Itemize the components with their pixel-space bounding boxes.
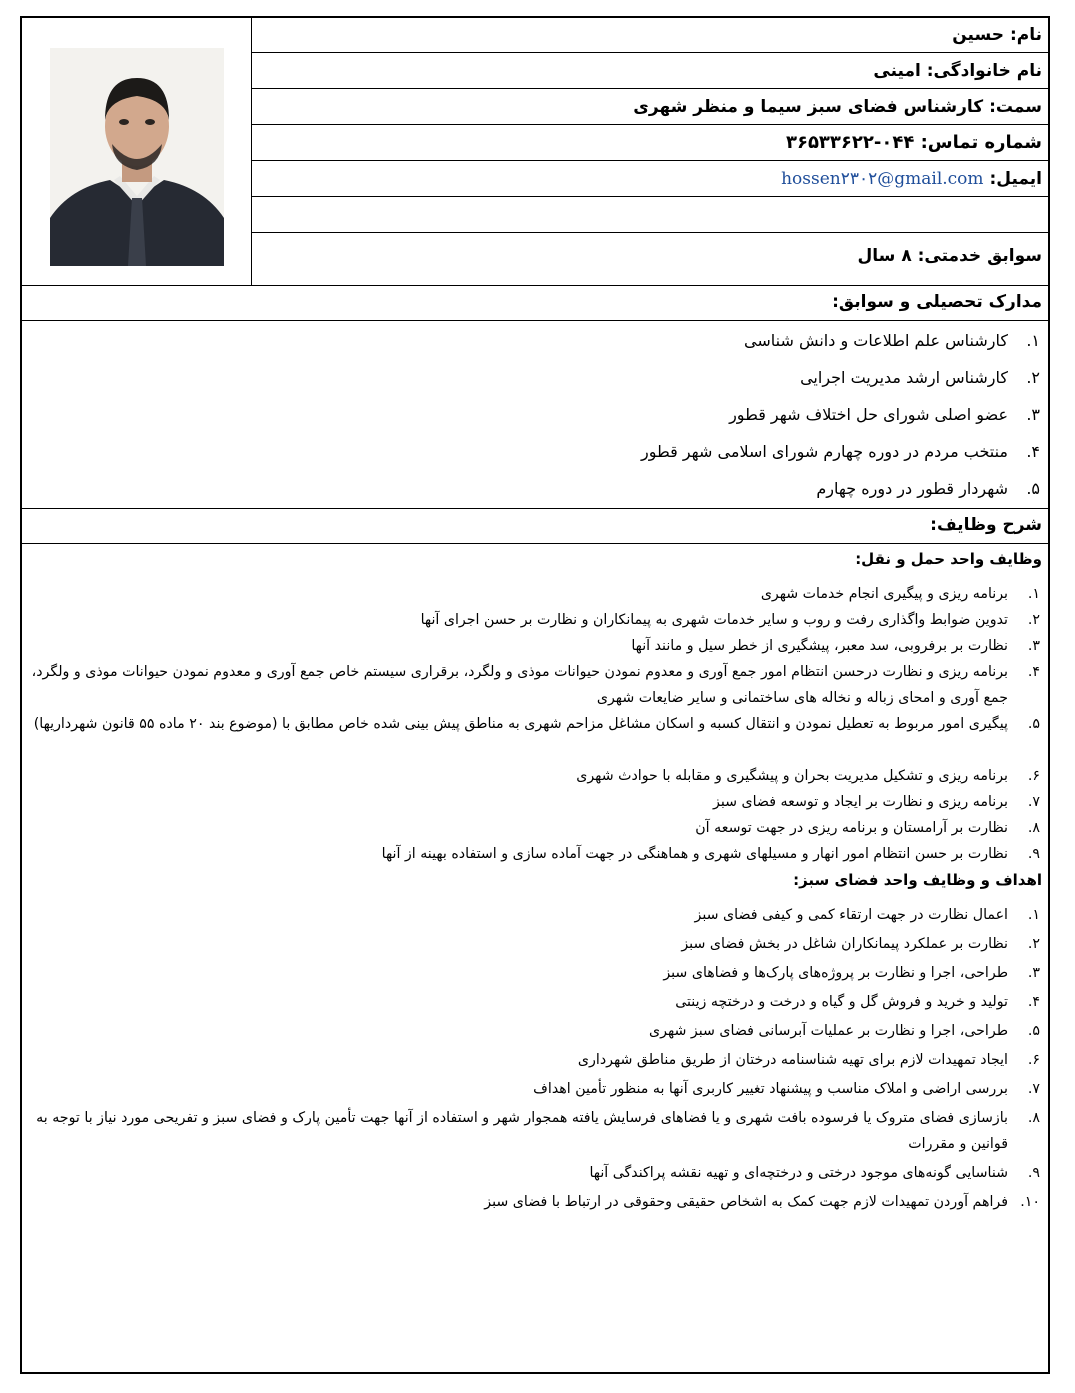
list-item [24, 1047, 1048, 1073]
item-number: ۴. [1027, 664, 1040, 680]
green-title: اهداف و وظایف واحد فضای سبز: [793, 871, 1042, 889]
row-divider [251, 232, 1048, 233]
person-photo-icon [50, 48, 224, 266]
item-number: ۳. [1027, 638, 1040, 654]
item-text: نظارت بر برفروبی، سد معبر، پیشگیری از خطر سیل و مانند آنها [631, 638, 1008, 654]
item-number: ۱۰. [1020, 1194, 1040, 1210]
list-item [24, 763, 1048, 789]
row-divider [251, 88, 1048, 89]
item-number: ۱. [1027, 907, 1040, 923]
list-item [24, 581, 1048, 607]
item-number: ۸. [1027, 820, 1040, 836]
phone-label: شماره تماس: [920, 132, 1042, 153]
list-item [24, 711, 1048, 737]
name-label: نام: [1009, 25, 1042, 45]
list-item [24, 789, 1048, 815]
list-item [24, 1105, 1048, 1157]
service-label: سوابق خدمتی: [917, 246, 1042, 266]
item-text: پیگیری امور مربوط به تعطیل نمودن و انتقال کسبه و اسکان مشاغل مزاحم شهری به مناطق پیش بینی شده خاص مطابق با (موضوع بند ۲۰ ماده ۵۵ قانون شهرداریها) [33, 716, 1008, 732]
list-item [24, 437, 1048, 466]
education-title: مدارک تحصیلی و سوابق: [832, 292, 1042, 312]
item-text: کارشناس علم اطلاعات و دانش شناسی [744, 331, 1008, 350]
transport-title: وظایف واحد حمل و نقل: [855, 550, 1042, 568]
item-number: ۶. [1027, 768, 1040, 784]
list-item [24, 815, 1048, 841]
item-number: ۴. [1026, 442, 1040, 461]
item-number: ۳. [1027, 965, 1040, 981]
list-item [24, 474, 1048, 503]
item-text: تولید و خرید و فروش گل و گیاه و درخت و درختچه زینتی [675, 994, 1008, 1010]
row-divider [22, 543, 1048, 544]
item-text: برنامه ریزی و نظارت بر ایجاد و توسعه فضای سبز [713, 794, 1008, 810]
list-item [24, 659, 1048, 711]
list-item [24, 1018, 1048, 1044]
phone-value: ۰۴۴-۳۶۵۳۳۶۲۲ [785, 132, 915, 153]
item-text: بررسی اراضی و املاک مناسب و پیشنهاد تغییر کاربری آنها به منظور تأمین اهداف [533, 1081, 1008, 1097]
position-value: کارشناس فضای سبز سیما و منظر شهری [633, 97, 984, 117]
item-text: کارشناس ارشد مدیریت اجرایی [800, 368, 1008, 387]
list-item [24, 960, 1048, 986]
photo-divider [251, 18, 252, 285]
item-text: تدوین ضوابط واگذاری رفت و روب و سایر خدمات شهری به پیمانکاران و نظارت بر حسن اجرای آنها [420, 612, 1008, 628]
item-text: نظارت بر حسن انتظام امور انهار و مسیلهای شهری و هماهنگی در جهت آماده سازی و استفاده بهینه از آنها [381, 846, 1008, 862]
item-text: برنامه ریزی و پیگیری انجام خدمات شهری [760, 586, 1008, 602]
item-text: ایجاد تمهیدات لازم برای تهیه شناسنامه درختان از طریق مناطق شهرداری [577, 1052, 1008, 1068]
list-item [24, 931, 1048, 957]
item-text: شناسایی گونه‌های موجود درختی و درختچه‌ای و تهیه نقشه پراکندگی آنها [589, 1165, 1008, 1181]
item-text: برنامه ریزی و تشکیل مدیریت بحران و پیشگیری و مقابله با حوادث شهری [576, 768, 1008, 784]
item-number: ۷. [1027, 794, 1040, 810]
item-number: ۸. [1027, 1110, 1040, 1126]
list-item [24, 326, 1048, 355]
list-item [24, 989, 1048, 1015]
email-label: ایمیل: [989, 169, 1042, 189]
row-divider [251, 196, 1048, 197]
item-number: ۹. [1027, 846, 1040, 862]
row-divider [22, 285, 1048, 286]
position-label: سمت: [989, 97, 1042, 117]
row-divider [251, 52, 1048, 53]
item-number: ۷. [1027, 1081, 1040, 1097]
email-link[interactable]: hossen۲۳۰۲@gmail.com [781, 169, 984, 189]
item-text: اعمال نظارت در جهت ارتقاء کمی و کیفی فضای سبز [694, 907, 1008, 923]
cv-table [20, 16, 1050, 1374]
item-text: منتخب مردم در دوره چهارم شورای اسلامی شهر قطور [640, 442, 1008, 461]
row-divider [251, 124, 1048, 125]
position-field [633, 97, 1042, 117]
item-number: ۵. [1026, 479, 1040, 498]
item-number: ۱. [1026, 331, 1040, 350]
list-item [24, 1189, 1048, 1215]
name-field [952, 25, 1042, 45]
surname-value: امینی [873, 61, 921, 81]
item-number: ۵. [1027, 1023, 1040, 1039]
item-number: ۳. [1026, 405, 1040, 424]
item-text: طراحی، اجرا و نظارت بر عملیات آبرسانی فضای سبز شهری [649, 1023, 1008, 1039]
item-text: طراحی، اجرا و نظارت بر پروژه‌های پارک‌ها و فضاهای سبز [663, 965, 1008, 981]
item-text: عضو اصلی شورای حل اختلاف شهر قطور [729, 405, 1008, 424]
item-text: فراهم آوردن تمهیدات لازم جهت کمک به اشخاص حقیقی وحقوقی در ارتباط با فضای سبز [484, 1194, 1008, 1210]
item-number: ۱. [1027, 586, 1040, 602]
item-text: نظارت بر آرامستان و برنامه ریزی در جهت توسعه آن [695, 820, 1008, 836]
item-number: ۲. [1027, 612, 1040, 628]
list-item [24, 633, 1048, 659]
item-text: برنامه ریزی و نظارت درحسن انتظام امور جمع آوری و معدوم نمودن حیوانات موذی و ولگرد، برقراری سیستم خاص جمع آوری و معدوم نمودن حیوانات موذی و ولگرد، جمع آوری و امحای زباله و نخاله های ساختمانی و سایر ضایعات شهری [31, 664, 1008, 706]
item-number: ۴. [1027, 994, 1040, 1010]
profile-photo [50, 48, 224, 266]
item-text: نظارت بر عملکرد پیمانکاران شاغل در بخش فضای سبز [681, 936, 1008, 952]
list-item [24, 1160, 1048, 1186]
duties-title: شرح وظایف: [930, 515, 1042, 535]
service-value: ۸ سال [857, 246, 912, 266]
name-value: حسین [952, 25, 1005, 45]
phone-field [786, 132, 1042, 153]
item-number: ۹. [1027, 1165, 1040, 1181]
item-number: ۲. [1027, 936, 1040, 952]
list-item [24, 400, 1048, 429]
list-item [24, 363, 1048, 392]
list-item [24, 1076, 1048, 1102]
surname-field [873, 61, 1042, 81]
row-divider [251, 160, 1048, 161]
item-number: ۲. [1026, 368, 1040, 387]
item-number: ۵. [1027, 716, 1040, 732]
service-field [858, 246, 1042, 266]
row-divider [22, 320, 1048, 321]
email-field [781, 169, 1042, 189]
list-item [24, 607, 1048, 633]
row-divider [22, 508, 1048, 509]
surname-label: نام خانوادگی: [926, 61, 1042, 81]
item-number: ۶. [1027, 1052, 1040, 1068]
list-item [24, 902, 1048, 928]
list-item [24, 841, 1048, 867]
item-text: شهردار قطور در دوره چهارم [816, 479, 1008, 498]
item-text: بازسازی فضای متروک یا فرسوده بافت شهری و یا فضاهای فرسایش یافته همجوار شهر و استفاده از آنها جهت تأمین پارک و فضای سبز و تفریحی مورد نیاز با توجه به قوانین و مقررات [36, 1110, 1008, 1152]
